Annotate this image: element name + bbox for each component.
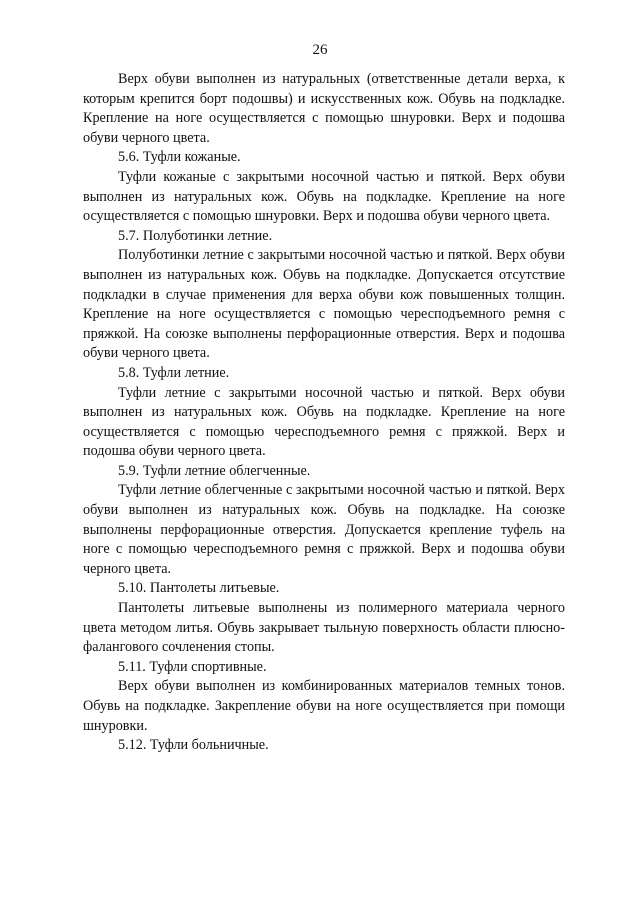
paragraph-5-6: Туфли кожаные с закрытыми носочной частью и пяткой. Верх обуви выполнен из натуральных кож. Обувь на подкладке. Крепление на ноге осуществляется с помощью шнуровки. Верх и подошва обуви черного цвета. [83, 168, 565, 225]
paragraph-5-9: Туфли летние облегченные с закрытыми носочной частью и пяткой. Верх обуви выполнен из натуральных кож. Обувь на подкладке. На союзке выполнены перфорационные отверстия. Допускается крепление туфель на ноге с помощью чересподъемного ремня с пряжкой. Верх и подошва обуви черного цвета. [83, 482, 565, 577]
paragraph-5-10: Пантолеты литьевые выполнены из полимерного материала черного цвета методом литья. Обувь закрывает тыльную поверхность области плюсно-фалангового сочленения стопы. [83, 600, 565, 656]
document-body [83, 70, 565, 756]
paragraph-intro: Верх обуви выполнен из натуральных (ответственные детали верха, к которым крепится борт подошвы) и искусственных кож. Обувь на подкладке. Крепление на ноге осуществляется с помощью шнуровки. Верх и подошва обуви черного цвета. [83, 71, 565, 146]
paragraph-5-11: Верх обуви выполнен из комбинированных материалов темных тонов. Обувь на подкладке. Закрепление обуви на ноге осуществляется при помощи шнуровки. [83, 678, 565, 734]
page-number: 26 [312, 42, 328, 58]
section-heading-5-6: 5.6. Туфли кожаные. [118, 149, 241, 166]
section-heading-5-7: 5.7. Полуботинки летние. [118, 227, 273, 244]
section-heading-5-9: 5.9. Туфли летние облегченные. [118, 462, 311, 479]
section-heading-5-8: 5.8. Туфли летние. [118, 364, 230, 381]
section-heading-5-11: 5.11. Туфли спортивные. [118, 658, 267, 675]
paragraph-5-8: Туфли летние с закрытыми носочной частью и пяткой. Верх обуви выполнен из натуральных кож. Обувь на подкладке. Крепление на ноге осуществляется с помощью чересподъемного ремня с пряжкой. Верх и подошва обуви черного цвета. [83, 384, 565, 460]
section-heading-5-12: 5.12. Туфли больничные. [118, 737, 269, 754]
paragraph-5-7: Полуботинки летние с закрытыми носочной частью и пяткой. Верх обуви выполнен из натуральных кож. Обувь на подкладке. Допускается отсутствие подкладки в случае применения для верха обуви кож повышенных толщин. Крепление на ноге осуществляется с помощью чересподъемного ремня с пряжкой. На союзке выполнены перфорационные отверстия. Верх и подошва обуви черного цвета. [83, 247, 565, 362]
section-heading-5-10: 5.10. Пантолеты литьевые. [118, 580, 280, 597]
